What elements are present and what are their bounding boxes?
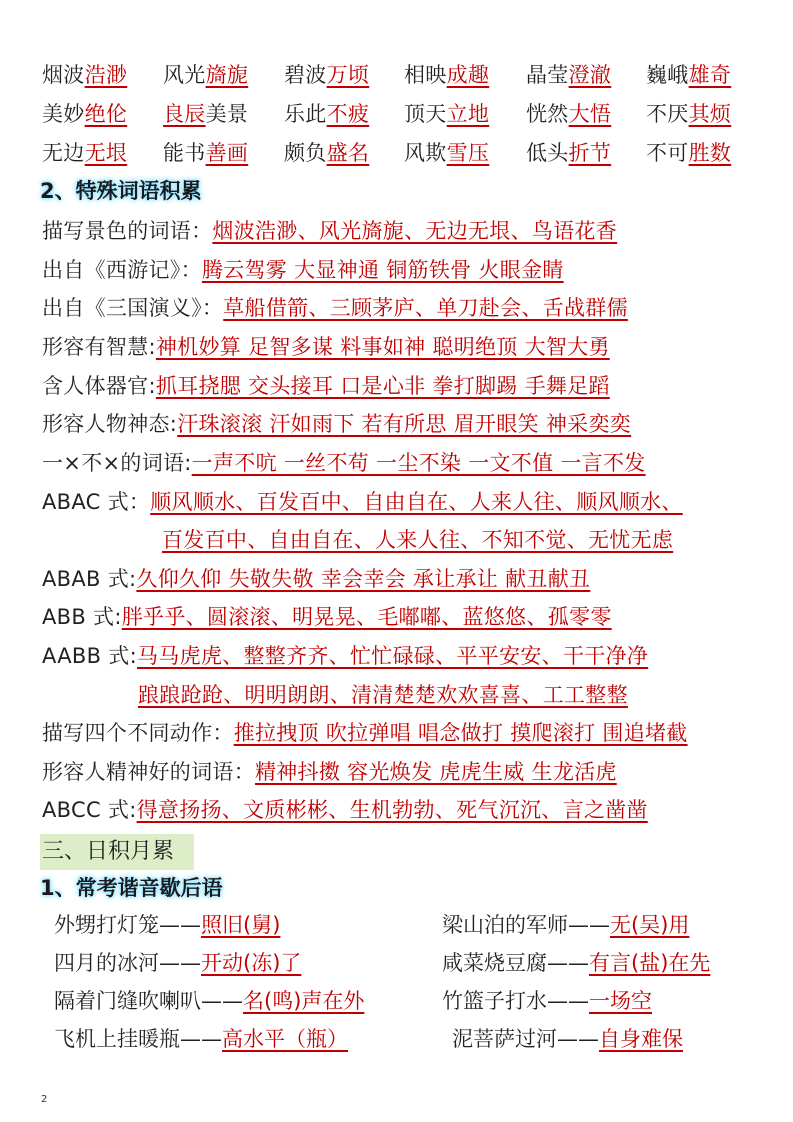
category-answer: 烟波浩渺、风光旖旎、无边无垠、鸟语花香 [212, 219, 618, 243]
idiom-answer: 雪压 [446, 141, 490, 165]
xiehouyu-item [54, 986, 364, 1016]
idiom-answer: 绝伦 [84, 102, 128, 126]
xiehouyu-item [452, 1024, 683, 1054]
idiom-answer: 大悟 [568, 102, 612, 126]
xiehouyu-item [442, 948, 710, 978]
idiom-prefix: 巍峨 [646, 63, 689, 87]
category-answer: 顺风顺水、百发百中、自由自在、人来人往、顺风顺水、 [150, 490, 683, 514]
xiehouyu-question: 泥菩萨过河—— [452, 1027, 599, 1051]
idiom-suffix: 美景 [205, 102, 249, 126]
category-label: ABAB 式: [42, 567, 137, 591]
category-answer: 神机妙算 足智多谋 料事如神 聪明绝顶 大智大勇 [155, 335, 610, 359]
xiehouyu-answer: 照旧(舅) [201, 913, 281, 937]
idiom-prefix: 美妙 [42, 102, 85, 126]
category-label: 形容人物神态: [42, 412, 178, 436]
category-label: AABB 式: [42, 644, 137, 668]
category-answer: 胖乎乎、圆滚滚、明晃晃、毛嘟嘟、蓝悠悠、孤零零 [121, 605, 612, 629]
category-line-continuation [162, 525, 673, 555]
category-line [42, 564, 590, 594]
category-line [42, 795, 648, 825]
xiehouyu-question: 隔着门缝吹喇叭—— [54, 989, 243, 1013]
idiom-prefix: 风光 [163, 63, 206, 87]
idiom-answer: 善画 [205, 141, 249, 165]
category-line [42, 216, 617, 246]
category-label: 出自《西游记》： [42, 258, 202, 282]
idiom-prefix: 低头 [526, 141, 569, 165]
xiehouyu-question: 梁山泊的军师—— [442, 913, 610, 937]
category-label: 一×不×的词语: [42, 451, 192, 475]
idiom-prefix: 不可 [646, 141, 689, 165]
category-line [42, 293, 628, 323]
idiom-answer: 成趣 [446, 63, 490, 87]
idiom-prefix: 不厌 [646, 102, 689, 126]
xiehouyu-answer: 开动(冻)了 [201, 951, 302, 975]
category-answer: 抓耳挠腮 交头接耳 口是心非 拳打脚踢 手舞足蹈 [155, 374, 610, 398]
idiom-answer: 其烦 [688, 102, 732, 126]
page-number: 2 [41, 1094, 48, 1105]
category-label: 形容有智慧: [42, 335, 156, 359]
category-answer: 一声不吭 一丝不苟 一尘不染 一文不值 一言不发 [191, 451, 646, 475]
idiom-answer: 立地 [446, 102, 490, 126]
idiom-answer: 万顷 [326, 63, 370, 87]
category-answer: 腾云驾雾 大显神通 铜筋铁骨 火眼金睛 [201, 258, 564, 282]
xiehouyu-question: 竹篮子打水—— [442, 989, 589, 1013]
xiehouyu-item [442, 910, 689, 940]
category-line [42, 641, 648, 671]
category-label: ABB 式: [42, 605, 122, 629]
category-label: ABCC 式: [42, 798, 137, 822]
category-line [42, 255, 564, 285]
xiehouyu-question: 咸菜烧豆腐—— [442, 951, 589, 975]
category-line [42, 487, 683, 517]
xiehouyu-question: 四月的冰河—— [54, 951, 201, 975]
xiehouyu-answer: 自身难保 [599, 1027, 683, 1051]
xiehouyu-answer: 有言(盐)在先 [589, 951, 711, 975]
idiom-prefix: 相映 [404, 63, 447, 87]
category-label: 描写四个不同动作： [42, 721, 234, 745]
idiom-answer: 浩渺 [84, 63, 128, 87]
xiehouyu-item [442, 986, 652, 1016]
section-heading-xiehouyu: 1、常考谐音歇后语 [40, 876, 223, 900]
category-line-continuation [138, 680, 628, 710]
category-line [42, 448, 646, 478]
idiom-answer: 旖旎 [205, 63, 249, 87]
idiom-answer: 盛名 [326, 141, 370, 165]
category-answer: 汗珠滚滚 汗如雨下 若有所思 眉开眼笑 神采奕奕 [177, 412, 632, 436]
category-line [42, 371, 610, 401]
idiom-prefix: 颇负 [284, 141, 327, 165]
idiom-prefix: 碧波 [284, 63, 327, 87]
idiom-answer: 不疲 [326, 102, 370, 126]
idiom-prefix: 风欺 [404, 141, 447, 165]
category-line [42, 332, 610, 362]
idiom-answer: 折节 [568, 141, 612, 165]
category-line [42, 409, 631, 439]
idiom-prefix: 顶天 [404, 102, 447, 126]
category-label: ABAC 式： [42, 490, 151, 514]
xiehouyu-item [54, 948, 301, 978]
idiom-answer: 胜数 [688, 141, 732, 165]
category-answer: 踉踉跄跄、明明朗朗、清清楚楚欢欢喜喜、工工整整 [138, 683, 628, 707]
category-line [42, 602, 612, 632]
idiom-prefix: 能书 [163, 141, 206, 165]
idiom-answer: 澄澈 [568, 63, 612, 87]
idiom-answer: 良辰 [163, 102, 206, 126]
idiom-prefix: 烟波 [42, 63, 85, 87]
section-heading-daily-accumulation: 三、日积月累 [40, 834, 194, 870]
category-label: 形容人精神好的词语： [42, 760, 255, 784]
category-label: 描写景色的词语： [42, 219, 213, 243]
idiom-answer: 无垠 [84, 141, 128, 165]
xiehouyu-question: 外甥打灯笼—— [54, 913, 201, 937]
category-answer: 得意扬扬、文质彬彬、生机勃勃、死气沉沉、言之凿凿 [136, 798, 648, 822]
category-answer: 推拉拽顶 吹拉弹唱 唱念做打 摸爬滚打 围追堵截 [233, 721, 688, 745]
category-answer: 百发百中、自由自在、人来人往、不知不觉、无忧无虑 [162, 528, 674, 552]
xiehouyu-item [54, 1024, 348, 1054]
category-line [42, 718, 688, 748]
xiehouyu-question: 飞机上挂暖瓶—— [54, 1027, 222, 1051]
idiom-answer: 雄奇 [688, 63, 732, 87]
section-heading-special-words: 2、特殊词语积累 [40, 179, 202, 203]
category-line [42, 757, 617, 787]
idiom-prefix: 恍然 [526, 102, 569, 126]
category-answer: 精神抖擞 容光焕发 虎虎生威 生龙活虎 [255, 760, 617, 784]
idiom-prefix: 乐此 [284, 102, 327, 126]
category-answer: 马马虎虎、整整齐齐、忙忙碌碌、平平安安、干干净净 [136, 644, 649, 668]
category-label: 含人体器官: [42, 374, 156, 398]
xiehouyu-answer: 名(鸣)声在外 [243, 989, 365, 1013]
xiehouyu-answer: 无(吴)用 [610, 913, 690, 937]
category-answer: 草船借箭、三顾茅庐、单刀赴会、舌战群儒 [223, 296, 628, 320]
xiehouyu-item [54, 910, 280, 940]
category-label: 出自《三国演义》： [42, 296, 224, 320]
idiom-prefix: 晶莹 [526, 63, 569, 87]
idiom-prefix: 无边 [42, 141, 85, 165]
category-answer: 久仰久仰 失敬失敬 幸会幸会 承让承让 献丑献丑 [136, 567, 591, 591]
xiehouyu-answer: 高水平（瓶） [222, 1027, 348, 1051]
xiehouyu-answer: 一场空 [589, 989, 652, 1013]
